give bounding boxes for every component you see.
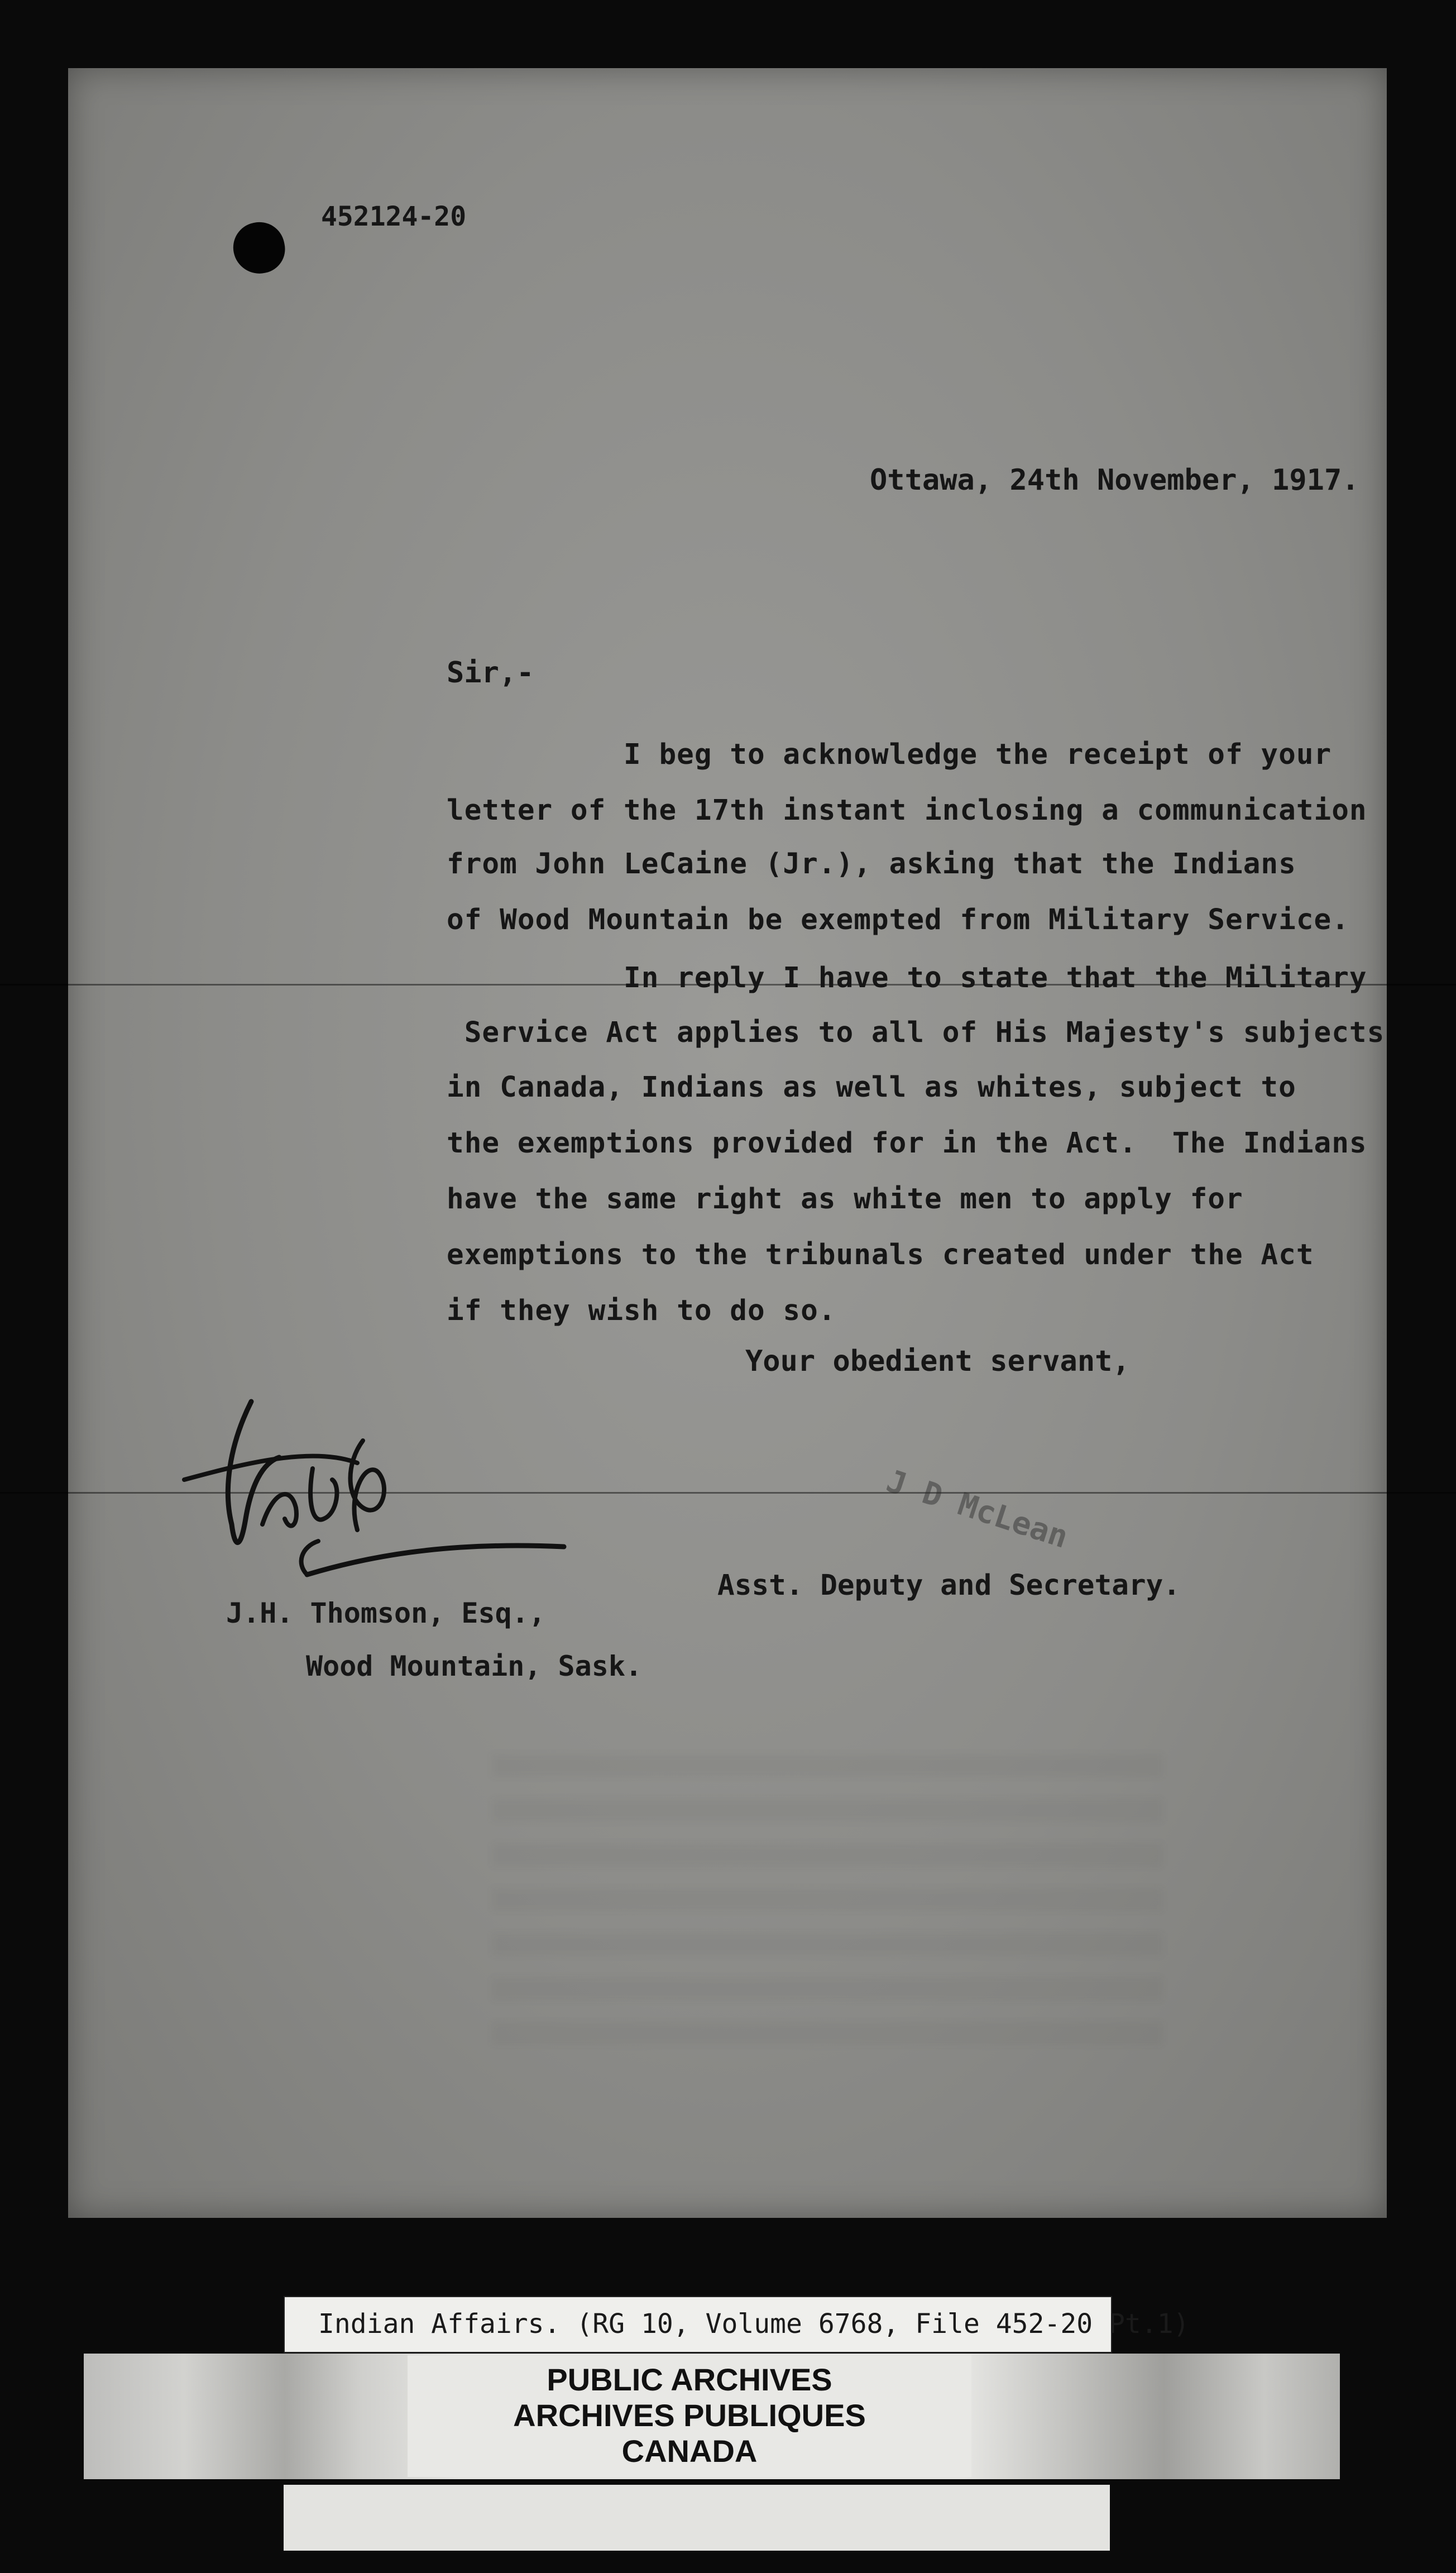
handwritten-signature	[179, 1379, 581, 1614]
closing: Your obedient servant,	[745, 1345, 1130, 1378]
body-line: of Wood Mountain be exempted from Military Service.	[447, 903, 1349, 936]
salutation: Sir,-	[447, 656, 534, 690]
name-stamp: J D McLean	[882, 1463, 1072, 1556]
body-line: Service Act applies to all of His Majesty's subjects	[447, 1016, 1385, 1049]
body-line: I beg to acknowledge the receipt of your	[447, 738, 1332, 771]
archives-line-3: CANADA	[621, 2433, 758, 2469]
addressee-name: J.H. Thomson, Esq.,	[226, 1597, 545, 1629]
signer-title: Asst. Deputy and Secretary.	[717, 1569, 1181, 1602]
body-line: from John LeCaine (Jr.), asking that the Indians	[447, 848, 1296, 881]
body-line: if they wish to do so.	[447, 1294, 836, 1327]
blank-label-strip	[284, 2485, 1110, 2551]
body-line: have the same right as white men to apply for	[447, 1183, 1243, 1216]
body-line: In reply I have to state that the Military	[447, 962, 1367, 994]
file-number: 452124-20	[321, 201, 467, 232]
body-line: in Canada, Indians as well as whites, subject to	[447, 1071, 1296, 1104]
letter-date: Ottawa, 24th November, 1917.	[870, 463, 1359, 497]
bleed-through-text	[492, 1754, 1162, 2045]
archives-line-2: ARCHIVES PUBLIQUES	[513, 2398, 866, 2433]
archive-reference-label	[284, 2296, 1190, 2353]
archives-stamp	[408, 2355, 971, 2477]
body-line: exemptions to the tribunals created under the Act	[447, 1238, 1314, 1271]
addressee-place: Wood Mountain, Sask.	[306, 1650, 643, 1682]
archives-line-1: PUBLIC ARCHIVES	[547, 2362, 832, 2397]
body-line: letter of the 17th instant inclosing a communication	[447, 794, 1367, 827]
archive-reference: Indian Affairs. (RG 10, Volume 6768, File 452-20 Pt.1)	[318, 2308, 1190, 2340]
body-line: the exemptions provided for in the Act. The Indians	[447, 1127, 1367, 1160]
